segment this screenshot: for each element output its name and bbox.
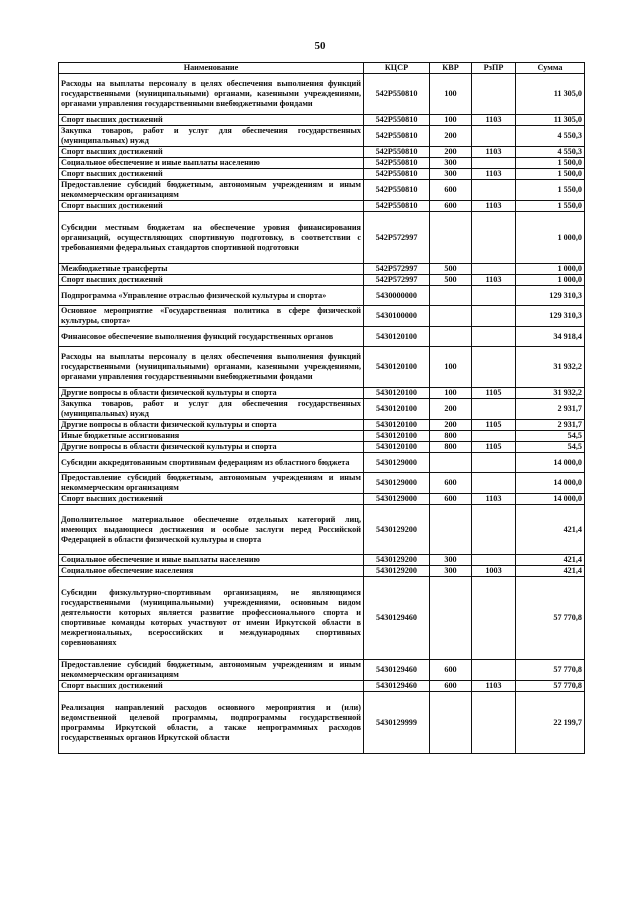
cell-sum: 54,5	[516, 431, 585, 442]
cell-rzpr	[472, 473, 516, 494]
cell-name: Подпрограмма «Управление отраслью физической культуры и спорта»	[59, 286, 364, 306]
cell-kcsr: 5430100000	[364, 306, 430, 327]
cell-kvr: 600	[430, 660, 472, 681]
cell-kcsr: 5430129200	[364, 555, 430, 566]
cell-rzpr: 1103	[472, 169, 516, 180]
cell-kcsr: 5430120100	[364, 431, 430, 442]
cell-sum: 1 000,0	[516, 264, 585, 275]
cell-sum: 1 000,0	[516, 275, 585, 286]
cell-kvr	[430, 286, 472, 306]
table-row	[59, 286, 585, 306]
cell-rzpr	[472, 453, 516, 473]
table-row	[59, 453, 585, 473]
cell-sum: 2 931,7	[516, 399, 585, 420]
cell-rzpr	[472, 212, 516, 264]
cell-sum: 34 918,4	[516, 327, 585, 347]
cell-kcsr: 542P550810	[364, 201, 430, 212]
cell-kvr: 800	[430, 442, 472, 453]
cell-sum: 1 500,0	[516, 169, 585, 180]
table-row	[59, 442, 585, 453]
cell-kvr: 600	[430, 681, 472, 692]
cell-name: Предоставление субсидий бюджетным, автономным учреждениям и иным некоммерческим организациям	[59, 473, 364, 494]
cell-name: Иные бюджетные ассигнования	[59, 431, 364, 442]
cell-kvr: 500	[430, 264, 472, 275]
cell-kvr: 600	[430, 201, 472, 212]
cell-kvr: 200	[430, 147, 472, 158]
table-row	[59, 388, 585, 399]
cell-rzpr	[472, 431, 516, 442]
cell-rzpr	[472, 126, 516, 147]
cell-kcsr: 5430000000	[364, 286, 430, 306]
table-row	[59, 577, 585, 660]
cell-kvr: 300	[430, 158, 472, 169]
cell-kvr: 100	[430, 115, 472, 126]
cell-kcsr: 542P572997	[364, 264, 430, 275]
cell-name: Спорт высших достижений	[59, 201, 364, 212]
table-row	[59, 74, 585, 115]
cell-kvr	[430, 453, 472, 473]
cell-sum: 14 000,0	[516, 494, 585, 505]
header-sum: Сумма	[516, 63, 585, 74]
cell-kcsr: 542P550810	[364, 126, 430, 147]
cell-name: Субсидии физкультурно-спортивным организациям, не являющимся государственными (муниципальными) учреждениями, основным видом деятельности которых является развитие профессионального спорта и спортивные команды которых участвуют от имени Иркутской области в межрегиональных, всероссийских и международных спортивных соревнованиях	[59, 577, 364, 660]
table-row	[59, 681, 585, 692]
cell-name: Социальное обеспечение и иные выплаты населению	[59, 158, 364, 169]
cell-kvr: 100	[430, 74, 472, 115]
table-row	[59, 494, 585, 505]
table-row	[59, 505, 585, 555]
cell-kcsr: 5430129000	[364, 473, 430, 494]
cell-name: Социальное обеспечение населения	[59, 566, 364, 577]
cell-kcsr: 542P572997	[364, 212, 430, 264]
cell-sum: 57 770,8	[516, 681, 585, 692]
cell-sum: 1 000,0	[516, 212, 585, 264]
cell-kcsr: 5430120100	[364, 420, 430, 431]
cell-name: Дополнительное материальное обеспечение отдельных категорий лиц, имеющих выдающиеся достижения и особые заслуги перед Российской Федерацией в области физической культуры и спорта	[59, 505, 364, 555]
cell-sum: 14 000,0	[516, 453, 585, 473]
cell-sum: 129 310,3	[516, 286, 585, 306]
cell-rzpr	[472, 660, 516, 681]
cell-kvr: 100	[430, 388, 472, 399]
table-row	[59, 327, 585, 347]
cell-kvr: 500	[430, 275, 472, 286]
cell-kcsr: 5430129200	[364, 505, 430, 555]
cell-name: Спорт высших достижений	[59, 275, 364, 286]
cell-rzpr: 1103	[472, 201, 516, 212]
cell-rzpr: 1103	[472, 681, 516, 692]
cell-rzpr	[472, 347, 516, 388]
cell-sum: 14 000,0	[516, 473, 585, 494]
cell-name: Другие вопросы в области физической культуры и спорта	[59, 442, 364, 453]
table-row	[59, 264, 585, 275]
cell-sum: 4 550,3	[516, 126, 585, 147]
table-row	[59, 212, 585, 264]
cell-name: Основное мероприятие «Государственная политика в сфере физической культуры, спорта»	[59, 306, 364, 327]
cell-rzpr	[472, 327, 516, 347]
cell-kcsr: 5430120100	[364, 388, 430, 399]
cell-kvr: 600	[430, 473, 472, 494]
cell-sum: 2 931,7	[516, 420, 585, 431]
table-row	[59, 420, 585, 431]
cell-rzpr	[472, 286, 516, 306]
cell-rzpr	[472, 555, 516, 566]
cell-rzpr: 1105	[472, 442, 516, 453]
cell-kvr	[430, 692, 472, 754]
header-kcsr: КЦСР	[364, 63, 430, 74]
cell-kvr: 800	[430, 431, 472, 442]
cell-kcsr: 5430120100	[364, 347, 430, 388]
cell-kcsr: 5430129000	[364, 453, 430, 473]
table-row	[59, 566, 585, 577]
cell-rzpr	[472, 74, 516, 115]
cell-kcsr: 5430129460	[364, 681, 430, 692]
table-row	[59, 201, 585, 212]
table-row	[59, 431, 585, 442]
table-body	[59, 74, 585, 754]
cell-kcsr: 542P550810	[364, 74, 430, 115]
cell-rzpr: 1103	[472, 275, 516, 286]
cell-name: Субсидии местным бюджетам на обеспечение уровня финансирования организаций, осуществляющих спортивную подготовку, в соответствии с требованиями федеральных стандартов спортивной подготовки	[59, 212, 364, 264]
cell-kvr: 200	[430, 126, 472, 147]
cell-sum: 11 305,0	[516, 115, 585, 126]
table-row	[59, 180, 585, 201]
cell-name: Спорт высших достижений	[59, 147, 364, 158]
cell-sum: 31 932,2	[516, 388, 585, 399]
cell-kcsr: 542P550810	[364, 180, 430, 201]
cell-sum: 421,4	[516, 555, 585, 566]
cell-kvr	[430, 306, 472, 327]
cell-name: Спорт высших достижений	[59, 494, 364, 505]
table-header-row	[59, 63, 585, 74]
table-row	[59, 555, 585, 566]
cell-sum: 4 550,3	[516, 147, 585, 158]
cell-name: Предоставление субсидий бюджетным, автономным учреждениям и иным некоммерческим организациям	[59, 180, 364, 201]
cell-rzpr: 1105	[472, 420, 516, 431]
cell-name: Межбюджетные трансферты	[59, 264, 364, 275]
cell-kcsr: 5430129200	[364, 566, 430, 577]
cell-kvr	[430, 505, 472, 555]
cell-kcsr: 5430120100	[364, 327, 430, 347]
cell-kvr: 200	[430, 420, 472, 431]
table-row	[59, 158, 585, 169]
page-number: 50	[314, 40, 326, 52]
cell-kcsr: 542P550810	[364, 158, 430, 169]
cell-name: Другие вопросы в области физической культуры и спорта	[59, 420, 364, 431]
cell-kcsr: 5430129460	[364, 577, 430, 660]
cell-rzpr	[472, 692, 516, 754]
cell-kvr: 200	[430, 399, 472, 420]
cell-name: Спорт высших достижений	[59, 115, 364, 126]
table-row	[59, 692, 585, 754]
cell-kcsr: 5430120100	[364, 442, 430, 453]
cell-sum: 1 500,0	[516, 158, 585, 169]
table-row	[59, 473, 585, 494]
cell-sum: 22 199,7	[516, 692, 585, 754]
cell-rzpr	[472, 505, 516, 555]
header-name: Наименование	[59, 63, 364, 74]
cell-name: Закупка товаров, работ и услуг для обеспечения государственных (муниципальных) нужд	[59, 126, 364, 147]
cell-kvr: 300	[430, 169, 472, 180]
table-row	[59, 169, 585, 180]
cell-rzpr	[472, 158, 516, 169]
table-row	[59, 115, 585, 126]
cell-kcsr: 542P550810	[364, 115, 430, 126]
cell-sum: 421,4	[516, 566, 585, 577]
cell-kcsr: 5430129999	[364, 692, 430, 754]
table-row	[59, 660, 585, 681]
cell-kvr: 100	[430, 347, 472, 388]
cell-rzpr	[472, 180, 516, 201]
cell-sum: 11 305,0	[516, 74, 585, 115]
cell-kvr: 600	[430, 180, 472, 201]
cell-rzpr	[472, 264, 516, 275]
cell-kvr: 300	[430, 566, 472, 577]
cell-sum: 54,5	[516, 442, 585, 453]
cell-kvr	[430, 577, 472, 660]
cell-kcsr: 5430120100	[364, 399, 430, 420]
header-rzpr: РзПР	[472, 63, 516, 74]
cell-name: Расходы на выплаты персоналу в целях обеспечения выполнения функций государственными (муниципальными) органами, казенными учреждениями, органами управления государственными внебюджетными фондами	[59, 74, 364, 115]
cell-rzpr	[472, 399, 516, 420]
cell-name: Спорт высших достижений	[59, 169, 364, 180]
cell-rzpr: 1103	[472, 147, 516, 158]
cell-sum: 31 932,2	[516, 347, 585, 388]
cell-kcsr: 542P550810	[364, 147, 430, 158]
cell-rzpr: 1003	[472, 566, 516, 577]
cell-rzpr: 1103	[472, 494, 516, 505]
cell-sum: 57 770,8	[516, 660, 585, 681]
cell-sum: 1 550,0	[516, 180, 585, 201]
table-row	[59, 306, 585, 327]
table-row	[59, 399, 585, 420]
cell-kvr: 300	[430, 555, 472, 566]
cell-rzpr: 1105	[472, 388, 516, 399]
cell-kvr: 600	[430, 494, 472, 505]
cell-name: Спорт высших достижений	[59, 681, 364, 692]
cell-kvr	[430, 212, 472, 264]
cell-name: Финансовое обеспечение выполнения функций государственных органов	[59, 327, 364, 347]
cell-sum: 57 770,8	[516, 577, 585, 660]
cell-name: Другие вопросы в области физической культуры и спорта	[59, 388, 364, 399]
cell-name: Закупка товаров, работ и услуг для обеспечения государственных (муниципальных) нужд	[59, 399, 364, 420]
table-row	[59, 126, 585, 147]
cell-name: Реализация направлений расходов основного мероприятия и (или) ведомственной целевой программы, подпрограммы государственной программы Иркутской области, а также непрограммных расходов государственных органов Иркутской области	[59, 692, 364, 754]
cell-kcsr: 5430129460	[364, 660, 430, 681]
cell-kcsr: 542P550810	[364, 169, 430, 180]
header-kvr: КВР	[430, 63, 472, 74]
cell-sum: 1 550,0	[516, 201, 585, 212]
table-row	[59, 275, 585, 286]
cell-sum: 421,4	[516, 505, 585, 555]
cell-kcsr: 5430129000	[364, 494, 430, 505]
cell-rzpr	[472, 306, 516, 327]
cell-kcsr: 542P572997	[364, 275, 430, 286]
cell-name: Расходы на выплаты персоналу в целях обеспечения выполнения функций государственными (муниципальными) органами, казенными учреждениями, органами управления государственными внебюджетными фондами	[59, 347, 364, 388]
cell-name: Социальное обеспечение и иные выплаты населению	[59, 555, 364, 566]
cell-rzpr: 1103	[472, 115, 516, 126]
cell-rzpr	[472, 577, 516, 660]
cell-kvr	[430, 327, 472, 347]
budget-table	[58, 62, 585, 754]
cell-name: Предоставление субсидий бюджетным, автономным учреждениям и иным некоммерческим организациям	[59, 660, 364, 681]
cell-sum: 129 310,3	[516, 306, 585, 327]
cell-name: Субсидии аккредитованным спортивным федерациям из областного бюджета	[59, 453, 364, 473]
table-row	[59, 147, 585, 158]
table-row	[59, 347, 585, 388]
